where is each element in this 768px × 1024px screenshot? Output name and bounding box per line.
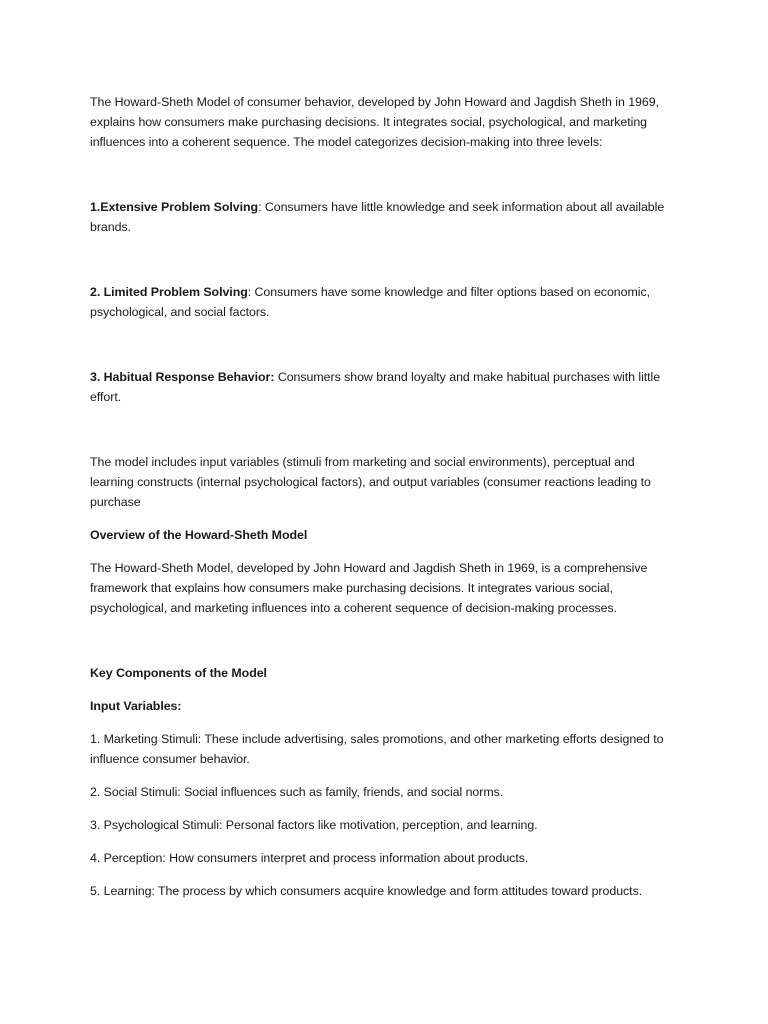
overview-paragraph: The Howard-Sheth Model, developed by John Howard and Jagdish Sheth in 1969, is a comprehensive framework that explains how consumers make purchasing decisions. It integrates various social, psychological, and marketing influences into a coherent sequence of decision-making processes. bbox=[90, 561, 648, 615]
level-term: 3. Habitual Response Behavior: bbox=[90, 370, 275, 384]
input-list-item: 3. Psychological Stimuli: Personal factors like motivation, perception, and learning. bbox=[90, 818, 538, 832]
input-variables-heading: Input Variables: bbox=[90, 699, 182, 713]
level-description: : Consumers have some knowledge and filter options based on economic, psychological, and social factors. bbox=[90, 285, 650, 319]
overview-heading: Overview of the Howard-Sheth Model bbox=[90, 528, 308, 542]
level-description: Consumers show brand loyalty and make habitual purchases with little effort. bbox=[90, 370, 661, 404]
input-list-item: 5. Learning: The process by which consumers acquire knowledge and form attitudes toward products. bbox=[90, 884, 643, 898]
level-term: 1.Extensive Problem Solving bbox=[90, 200, 259, 214]
document-body bbox=[90, 92, 680, 914]
level-item-3 bbox=[90, 367, 680, 407]
input-list-item: 1. Marketing Stimuli: These include advertising, sales promotions, and other marketing efforts designed to influence consumer behavior. bbox=[90, 732, 664, 766]
components-heading: Key Components of the Model bbox=[90, 666, 267, 680]
level-item-2 bbox=[90, 282, 680, 322]
level-term: 2. Limited Problem Solving bbox=[90, 285, 248, 299]
input-list-item: 4. Perception: How consumers interpret and process information about products. bbox=[90, 851, 529, 865]
intro-paragraph: The Howard-Sheth Model of consumer behavior, developed by John Howard and Jagdish Sheth in 1969, explains how consumers make purchasing decisions. It integrates social, psychological, and marketing influences into a coherent sequence. The model categorizes decision-making into three levels: bbox=[90, 95, 659, 149]
input-list-item: 2. Social Stimuli: Social influences such as family, friends, and social norms. bbox=[90, 785, 504, 799]
level-description: : Consumers have little knowledge and seek information about all available brands. bbox=[90, 200, 665, 234]
level-item-1 bbox=[90, 197, 680, 237]
model-variables-paragraph: The model includes input variables (stimuli from marketing and social environments), perceptual and learning constructs (internal psychological factors), and output variables (consumer reactions leading to purchase bbox=[90, 455, 651, 509]
